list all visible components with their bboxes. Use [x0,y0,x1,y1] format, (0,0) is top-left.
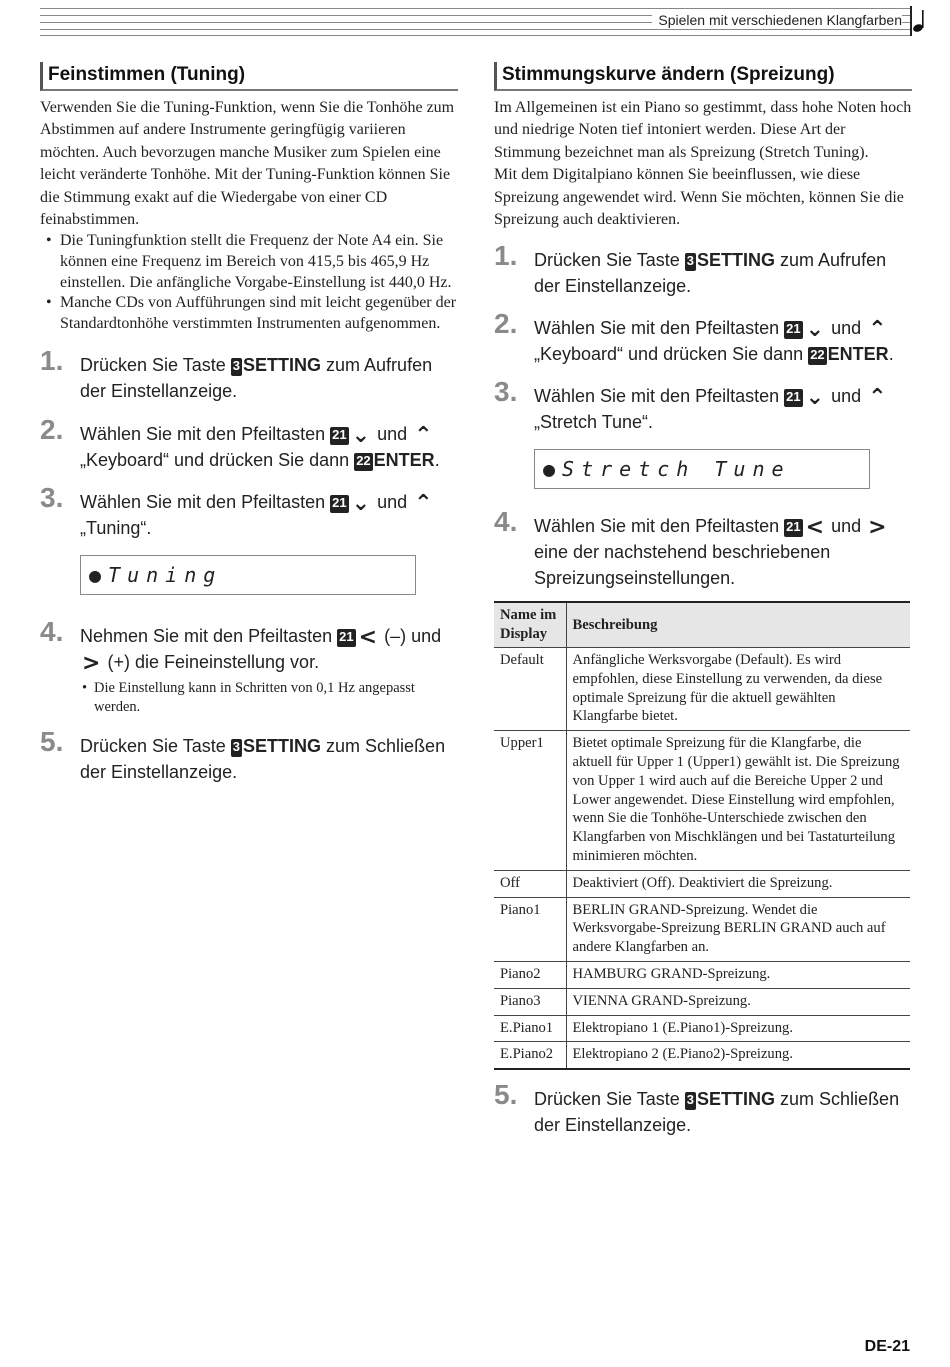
step-text: Wählen Sie mit den Pfeiltasten [534,318,780,339]
setting-description: Deaktiviert (Off). Deaktiviert die Spreizung. [566,870,910,897]
setting-description: BERLIN GRAND-Spreizung. Wendet die Werksvorgabe-Spreizung BERLIN GRAND auch auf andere Klangfarben an. [566,897,910,961]
step-text: . [434,450,440,471]
header-title: Spielen mit verschiedenen Klangfarben [652,12,902,28]
setting-description: VIENNA GRAND-Spreizung. [566,988,910,1015]
step-text: Nehmen Sie mit den Pfeiltasten [80,626,333,647]
column-header-description: Beschreibung [566,602,910,647]
stretch-intro-1: Im Allgemeinen ist ein Piano so gestimmt, dass hohe Noten hoch und niedrige Noten tief intoniert werden. Diese Art der Stimmung bezeichnet man als Spreizung (Stretch Tuning). [494,99,912,161]
section-title-tuning: Feinstimmen (Tuning) [40,62,458,91]
chevron-right-icon: > [868,515,887,541]
step-text: eine der nachstehend beschriebenen Spreizungseinstellungen. [534,542,831,589]
key-number-badge: 3 [231,358,242,376]
step-number: 2. [494,308,518,340]
step-text: und [411,626,442,647]
setting-name: Off [494,870,566,897]
column-header-name: Name im Display [494,602,566,647]
table-row [494,897,910,961]
tuning-bullets [40,231,458,334]
setting-name: E.Piano2 [494,1042,566,1069]
enter-button-label: ENTER [373,450,435,471]
tuning-step-1 [40,345,458,404]
setting-description: Elektropiano 1 (E.Piano1)-Spreizung. [566,1015,910,1042]
step-text: (+) die Feineinstellung vor. [107,652,320,673]
step-text: und [377,424,408,445]
key-number-badge: 21 [330,495,348,513]
table-header-row [494,602,910,647]
table-row [494,1015,910,1042]
step-text: . [888,344,894,365]
chevron-right-icon: > [82,651,101,677]
section-title-stretch: Stimmungskurve ändern (Spreizung) [494,62,912,91]
key-number-badge: 22 [354,453,372,471]
chevron-up-icon: ⌃ [414,491,433,517]
step-text: Drücken Sie Taste [80,355,226,376]
tuning-section [40,62,458,785]
setting-name: Default [494,648,566,731]
step-number: 2. [40,414,64,446]
tuning-step-5 [40,726,458,785]
step-text: und [831,318,862,339]
table-row [494,988,910,1015]
setting-description: Anfängliche Werksvorgabe (Default). Es wird empfohlen, diese Einstellung zu verwenden, da diese optimale Spreizung für die aktuell gewählten Klangfarbe bietet. [566,648,910,731]
lcd-display-stretch: ●Stretch Tune [534,449,870,489]
tuning-step-3 [40,482,458,541]
step-number: 3. [40,482,64,514]
setting-name: Piano1 [494,897,566,961]
tuning-step-2 [40,414,458,473]
step-text: Drücken Sie Taste [534,1089,680,1110]
key-number-badge: 21 [784,321,802,339]
key-number-badge: 21 [784,389,802,407]
step-text: (–) [384,626,407,647]
step-number: 4. [494,506,518,538]
table-row [494,731,910,871]
step-text: „Stretch Tune“. [534,412,654,433]
step-number: 5. [40,726,64,758]
chevron-down-icon: ⌄ [351,491,371,517]
table-row [494,1042,910,1069]
lcd-display-tuning: ●Tuning [80,555,416,595]
stretch-step-1 [494,240,912,299]
table-row [494,961,910,988]
stretch-section [494,62,912,1138]
step-text: zum Aufrufen der Einstellanzeige. [534,250,887,297]
tuning-intro: Verwenden Sie die Tuning-Funktion, wenn Sie die Tonhöhe zum Abstimmen auf andere Instrumente geringfügig variieren möchten. Auch bevorzugen manche Musiker zum Spielen eine leicht veränderte Tonhöhe. Mit der Tuning-Funktion können Sie die Stimmung exakt auf die Wiedergabe von einer CD feinabstimmen. [40,99,455,229]
setting-name: Piano3 [494,988,566,1015]
enter-button-label: ENTER [827,344,889,365]
step-text: zum Schließen der Einstellanzeige. [534,1089,900,1136]
setting-description: Bietet optimale Spreizung für die Klangfarbe, die aktuell für Upper 1 (Upper1) gewählt ist. Die Spreizung von Upper 1 wird auch auf die Bereiche Upper 2 und Lower angewendet. Diese Einstellung wird empfohlen, wenn Sie die Tonhöhe-Unterschiede zwischen den Klangfarben von Mischklängen und bei Tastaturteilung minimieren möchten. [566,731,910,871]
step-text: Wählen Sie mit den Pfeiltasten [80,492,326,513]
setting-button-label: SETTING [243,736,322,757]
page-number: DE-21 [864,1338,910,1355]
step-text: und [831,516,862,537]
music-note-icon [910,6,932,36]
setting-name: Piano2 [494,961,566,988]
step-text: und [377,492,408,513]
stretch-intro-2: Mit dem Digitalpiano können Sie beeinflussen, wie diese Spreizung angewendet wird. Wenn Sie möchten, können Sie die Spreizung auch deaktivieren. [494,166,904,229]
tuning-bullet-2: • Manche CDs von Aufführungen sind mit leicht gegenüber der Standardtonhöhe verstimmten Instrumenten aufgenommen. [40,293,458,334]
step-number: 3. [494,376,518,408]
key-number-badge: 21 [784,519,802,537]
setting-button-label: SETTING [243,355,322,376]
setting-description: HAMBURG GRAND-Spreizung. [566,961,910,988]
chevron-left-icon: < [805,515,825,541]
key-number-badge: 3 [231,739,242,757]
chevron-up-icon: ⌃ [414,423,433,449]
step-text: Drücken Sie Taste [534,250,680,271]
step-text: „Keyboard“ und drücken Sie dann [534,344,804,365]
tuning-step-4 [40,616,458,717]
stretch-step-4 [494,506,912,591]
stretch-step-5 [494,1079,912,1138]
key-number-badge: 21 [330,427,348,445]
stretch-settings-table [494,601,910,1070]
key-number-badge: 21 [337,629,355,647]
chevron-up-icon: ⌃ [868,385,887,411]
step-text: Wählen Sie mit den Pfeiltasten [80,424,326,445]
table-row [494,870,910,897]
step-text: „Keyboard“ und drücken Sie dann [80,450,350,471]
stretch-step-3 [494,376,912,435]
setting-button-label: SETTING [697,250,776,271]
setting-button-label: SETTING [697,1089,776,1110]
step-text: Drücken Sie Taste [80,736,226,757]
key-number-badge: 22 [808,347,826,365]
setting-description: Elektropiano 2 (E.Piano2)-Spreizung. [566,1042,910,1069]
chevron-down-icon: ⌄ [351,423,371,449]
setting-name: E.Piano1 [494,1015,566,1042]
step-number: 1. [494,240,518,272]
step-text: Wählen Sie mit den Pfeiltasten [534,516,780,537]
step-text: zum Aufrufen der Einstellanzeige. [80,355,433,402]
chevron-down-icon: ⌄ [805,385,825,411]
stretch-step-2 [494,308,912,367]
step-text: zum Schließen der Einstellanzeige. [80,736,446,783]
chevron-left-icon: < [358,625,378,651]
setting-name: Upper1 [494,731,566,871]
step-text: und [831,386,862,407]
key-number-badge: 3 [685,1092,696,1110]
key-number-badge: 3 [685,253,696,271]
chevron-up-icon: ⌃ [868,317,887,343]
step-text: Wählen Sie mit den Pfeiltasten [534,386,780,407]
step-number: 4. [40,616,64,648]
table-row [494,648,910,731]
step-text: „Tuning“. [80,518,152,539]
tuning-bullet-1: • Die Tuningfunktion stellt die Frequenz der Note A4 ein. Sie können eine Frequenz im Bereich von 415,5 bis 465,9 Hz einstellen. Die anfängliche Vorgabe-Einstellung ist 440,0 Hz. [40,231,458,293]
chevron-down-icon: ⌄ [805,317,825,343]
step-number: 5. [494,1079,518,1111]
step-note: • Die Einstellung kann in Schritten von 0,1 Hz angepasst werden. [80,679,458,717]
step-number: 1. [40,345,64,377]
